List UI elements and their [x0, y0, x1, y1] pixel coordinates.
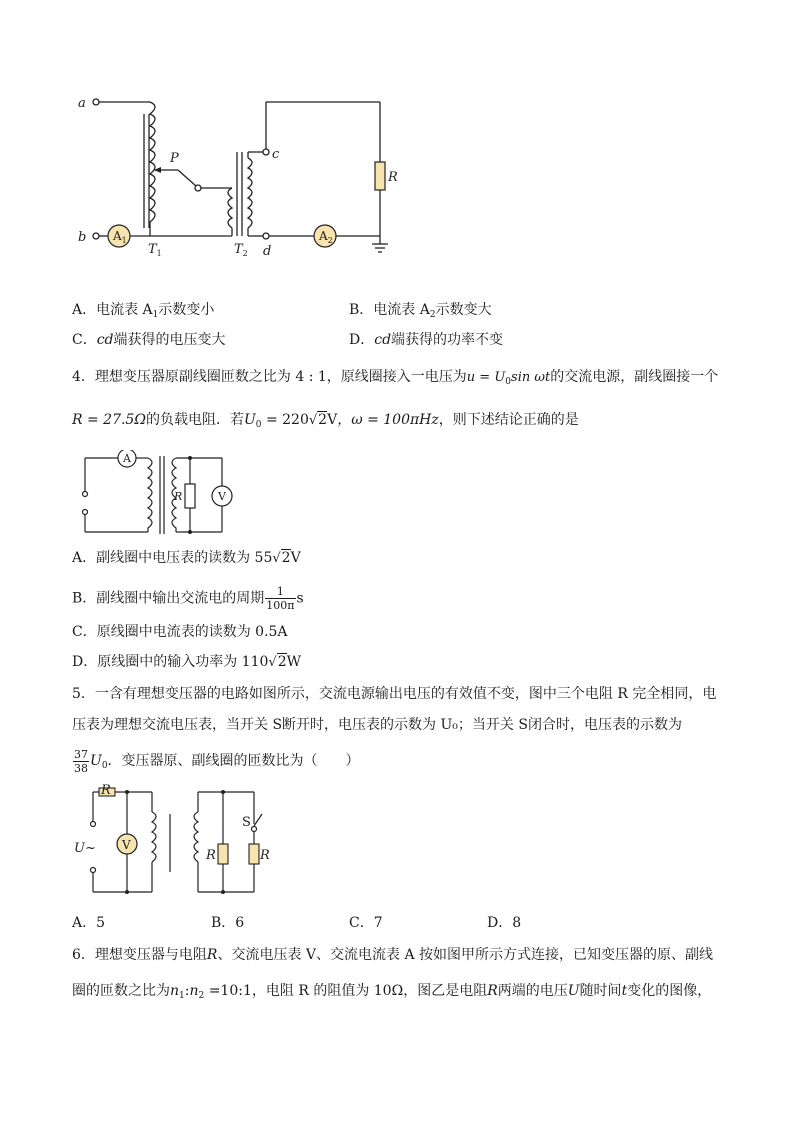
terminal-a-label: a	[78, 96, 86, 111]
q5-stem-line2: 压表为理想交流电压表，当开关 S断开时，电压表的示数为 U₀；当开关 S闭合时，电压表的示数为	[72, 717, 682, 733]
terminal-b-label: b	[78, 230, 87, 245]
q4-option-b[interactable]: B．副线圈中输出交流电的周期 $\frac{1}{100\pi}$ s	[72, 585, 304, 612]
switch-label: S	[242, 815, 251, 830]
resistor-icon	[185, 484, 195, 508]
q6-stem-line1: 6．理想变压器与电阻R、交流电压表 V、交流电流表 A 按如图甲所示方式连接，已知变压器的原、副线	[72, 947, 714, 963]
q3-option-d[interactable]: D．cd端获得的功率不变	[349, 332, 504, 348]
q5-option-b[interactable]: B．6	[211, 915, 245, 931]
ammeter-a1-label: $A_1$	[113, 229, 127, 245]
slider-p-label: P	[170, 151, 179, 166]
q5-option-d[interactable]: D．8	[487, 915, 522, 931]
q4-stem-line1: 4．理想变压器原副线圈匝数之比为 4 : 1，原线圈接入一电压为$u = U_0\sin$ ωt的交流电源，副线圈接一个	[72, 369, 719, 387]
resistor-r	[375, 162, 385, 190]
q4-stem-line2: R = 27.5Ω的负载电阻．若$U_0 = 220√2V$，ω = 100πHz，则下述结论正确的是	[72, 412, 579, 430]
q3-option-a[interactable]: A．电流表 $A_1$示数变小	[72, 302, 215, 320]
q6-stem-line2: 圈的匝数之比为$n_1:n_2$ =10:1，电阻 R 的阻值为 10Ω，图乙是电阻R两端的电压U随时间t变化的图像，	[72, 983, 712, 1001]
ammeter-label: A	[123, 452, 131, 465]
circuit-diagram-q3	[60, 88, 400, 268]
circuit-diagram-q5	[70, 784, 290, 896]
q4-option-c[interactable]: C．原线圈中电流表的读数为 0.5A	[72, 624, 288, 640]
resistor-secondary-2-label: R	[260, 848, 270, 863]
q3-option-b[interactable]: B．电流表 $A_2$示数变大	[349, 302, 492, 320]
ammeter-a2-label: $A_2$	[319, 229, 333, 245]
resistor-secondary-1-label: R	[206, 848, 216, 863]
voltmeter-label: V	[122, 838, 131, 852]
terminal-d-label: d	[263, 244, 272, 259]
q5-stem-line1: 5．一含有理想变压器的电路如图所示，交流电源输出电压的有效值不变，图中三个电阻 R 完全相同，电	[72, 686, 717, 702]
resistor-r-label: R	[388, 170, 398, 185]
terminal-c-label: c	[272, 147, 280, 162]
q5-option-c[interactable]: C．7	[349, 915, 383, 931]
resistor-top-label: R	[101, 784, 111, 798]
q5-stem-line3: $\frac{37}{38}$ $U_0$．变压器原、副线圈的匝数比为（ ）	[74, 747, 360, 775]
source-label: U~	[74, 841, 96, 856]
resistor-secondary-1-icon	[218, 844, 228, 864]
transformer-t2-label: $T_2$	[234, 242, 248, 258]
voltmeter-label: V	[218, 490, 226, 503]
circuit-diagram-q4	[76, 450, 256, 540]
q3-option-c[interactable]: C．cd端获得的电压变大	[72, 332, 226, 348]
transformer-t1-label: $T_1$	[148, 242, 162, 258]
resistor-secondary-2-icon	[249, 844, 259, 864]
q5-option-a[interactable]: A．5	[72, 915, 106, 931]
resistor-label: R	[174, 490, 183, 503]
q4-option-a[interactable]: A．副线圈中电压表的读数为 55√2V	[72, 550, 301, 566]
q4-option-d[interactable]: D．原线圈中的输入功率为 110√2W	[72, 654, 302, 670]
